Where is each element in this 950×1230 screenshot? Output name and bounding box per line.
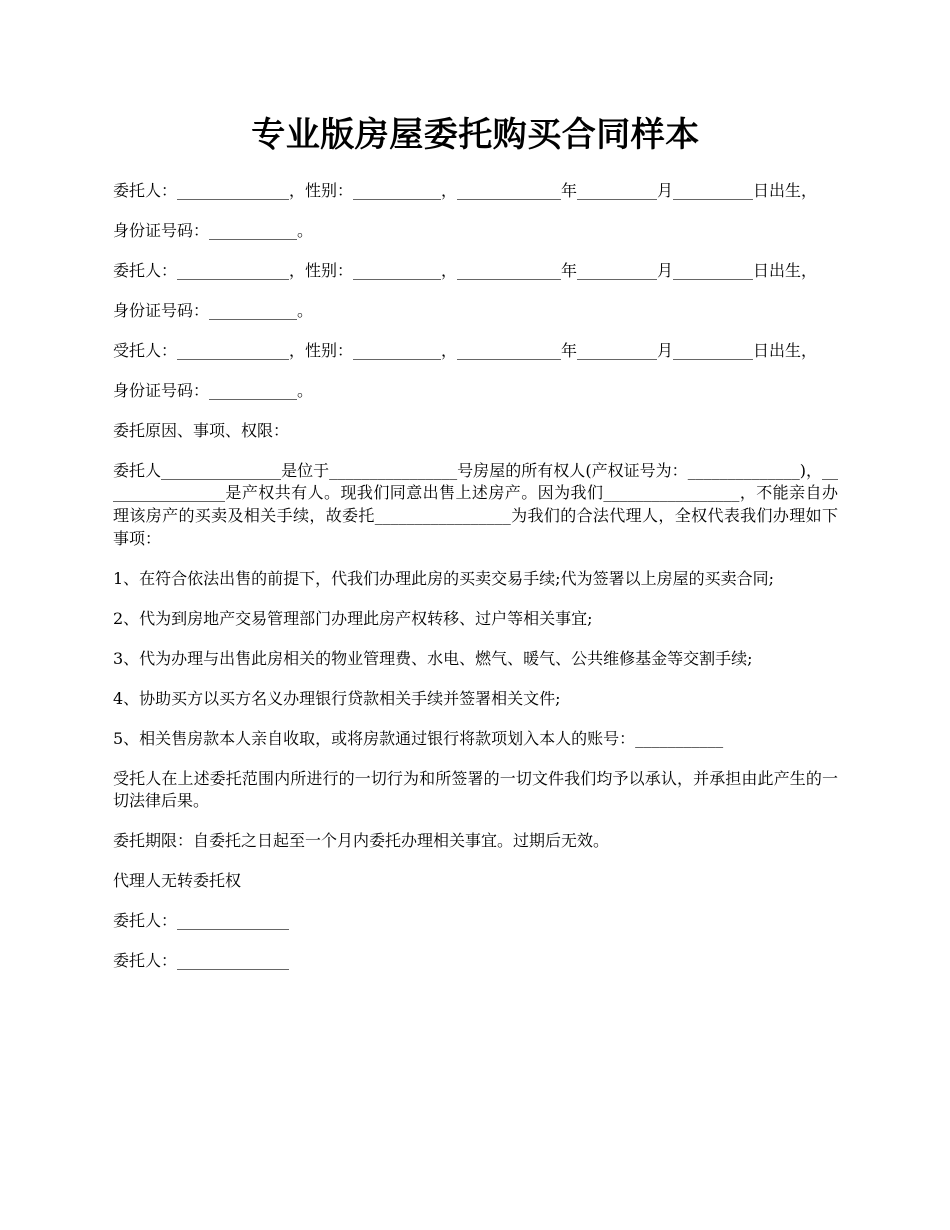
item-1: 1、在符合依法出售的前提下，代我们办理此房的买卖交易手续;代为签署以上房屋的买卖合同;: [113, 568, 774, 588]
item-5: 5、相关售房款本人亲自收取，或将房款通过银行将款项划入本人的账号：___________: [113, 728, 724, 748]
principal-2-info: 委托人：______________，性别：___________，_____________年__________月__________日出生，: [113, 260, 818, 280]
delegation-statement: 委托人_______________是位于________________号房屋的所有权人(产权证号为：______________)，________________是产权共有人。现我们同意出售上述房产。因为我们_________________，不能亲自办理该房产的买卖及相关手续，故委托_________________为我们的合法代理人，全权代表我们办理如下事项：: [113, 460, 838, 548]
signature-line-principal-2: 委托人：______________: [113, 951, 290, 971]
item-4: 4、协助买方以买方名义办理银行贷款相关手续并签署相关文件;: [113, 688, 561, 708]
item-2: 2、代为到房地产交易管理部门办理此房产权转移、过户等相关事宜;: [113, 608, 593, 628]
agent-info: 受托人：______________，性别：___________，_____________年__________月__________日出生，: [113, 340, 818, 360]
document-body: [113, 180, 838, 990]
signature-line-principal-1: 委托人：______________: [113, 911, 290, 931]
no-sub-delegation-clause: 代理人无转委托权: [113, 871, 242, 891]
document-title: 专业版房屋委托购买合同样本: [251, 115, 700, 155]
principal-2-id-number: 身份证号码：___________。: [113, 300, 314, 320]
section-heading-reasons: 委托原因、事项、权限：: [113, 420, 290, 440]
acknowledgement-clause: 受托人在上述委托范围内所进行的一切行为和所签署的一切文件我们均予以承认，并承担由此产生的一切法律后果。: [113, 768, 838, 811]
principal-1-info: 委托人：______________，性别：___________，_____________年__________月__________日出生，: [113, 181, 818, 200]
agent-id-number: 身份证号码：___________。: [113, 380, 314, 400]
principal-1-id-number: 身份证号码：___________。: [113, 220, 314, 240]
item-3: 3、代为办理与出售此房相关的物业管理费、水电、燃气、暖气、公共维修基金等交割手续;: [113, 648, 753, 668]
term-clause: 委托期限：自委托之日起至一个月内委托办理相关事宜。过期后无效。: [113, 831, 610, 851]
